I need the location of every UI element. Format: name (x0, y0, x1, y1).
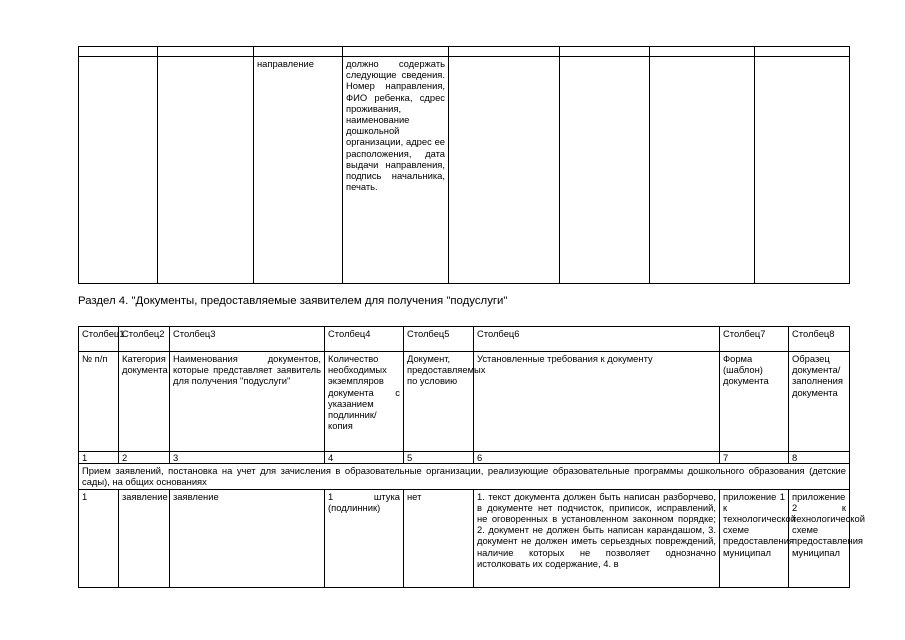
cell-document-name: направление (254, 57, 343, 284)
documents-table (78, 326, 865, 588)
header-cell: Наименования документов, которые представляет заявитель для получения "подуслуги" (170, 352, 325, 452)
continuation-row (79, 57, 850, 284)
cell (449, 57, 560, 284)
header-row (79, 352, 850, 452)
number-cell: 1 (79, 452, 119, 464)
number-cell: 2 (119, 452, 170, 464)
continuation-header-row (79, 47, 850, 57)
header-cell: № п/п (79, 352, 119, 452)
header-cell: Форма (шаблон) документа (720, 352, 789, 452)
number-cell: 8 (789, 452, 850, 464)
number-cell: 3 (170, 452, 325, 464)
column-name: Столбец8 (789, 327, 850, 352)
column-name: Столбец5 (404, 327, 474, 352)
cell (755, 57, 850, 284)
cell-requirements: 1. текст документа должен быть написан разборчево, в документе нет подчисток, приписок, исправлений, не оговоренных в установленном законном порядке; 2. документ не должен быть написан карандашом, 3. документ не должен иметь серьездных повреждений, наличие которых не позволяет однозначно истолковать их содержание, 4. в (474, 489, 720, 587)
cell (755, 47, 850, 57)
header-cell: Документ, предоставляемых по условию (404, 352, 474, 452)
column-name: Столбец1 (79, 327, 119, 352)
group-title-row (79, 464, 850, 489)
column-name: Столбец2 (119, 327, 170, 352)
header-cell: Образец документа/заполнения документа (789, 352, 850, 452)
column-name: Столбец7 (720, 327, 789, 352)
cell-document-name: заявление (170, 489, 325, 587)
cell (79, 57, 158, 284)
header-cell: Установленные требования к документу (474, 352, 720, 452)
group-title: Прием заявлений, постановка на учет для зачисления в образовательные организации, реализующие образовательные программы дошкольного образования (детские сады), на общих основаниях (79, 464, 850, 489)
cell (560, 57, 650, 284)
number-cell: 5 (404, 452, 474, 464)
column-name: Столбец3 (170, 327, 325, 352)
column-names-row (79, 327, 850, 352)
number-cell: 7 (720, 452, 789, 464)
section-title: Раздел 4. "Документы, предоставляемые заявителем для получения "подуслуги" (78, 295, 508, 307)
cell (79, 47, 158, 57)
cell (343, 47, 449, 57)
table-row (79, 489, 850, 587)
cell-conditional: нет (404, 489, 474, 587)
header-cell: Количество необходимых экземпляров документа с указанием подлинник/копия (325, 352, 404, 452)
numbering-row (79, 452, 850, 464)
cell (254, 47, 343, 57)
header-cell: Категория документа (119, 352, 170, 452)
cell-number: 1 (79, 489, 119, 587)
cell-template: приложение 1 к технологической схеме предоставления муниципал (720, 489, 789, 587)
column-name: Столбец4 (325, 327, 404, 352)
cell-category: заявление (119, 489, 170, 587)
cell (158, 57, 254, 284)
cell (560, 47, 650, 57)
cell (650, 57, 755, 284)
cell-quantity: 1 штука (подлинник) (325, 489, 404, 587)
cell-requirements: должно содержать следующие сведения. Номер направления, ФИО ребенка, сдрес проживания, наименование дошкольной организации, адрес ее расположения, дата выдачи направления, подпись начальника, печать. (343, 57, 449, 284)
continuation-table (78, 46, 850, 284)
cell (449, 47, 560, 57)
column-name: Столбец6 (474, 327, 720, 352)
number-cell: 6 (474, 452, 720, 464)
cell (158, 47, 254, 57)
number-cell: 4 (325, 452, 404, 464)
cell (650, 47, 755, 57)
cell-sample: приложение 2 к технологической схеме предоставления муниципал (789, 489, 850, 587)
